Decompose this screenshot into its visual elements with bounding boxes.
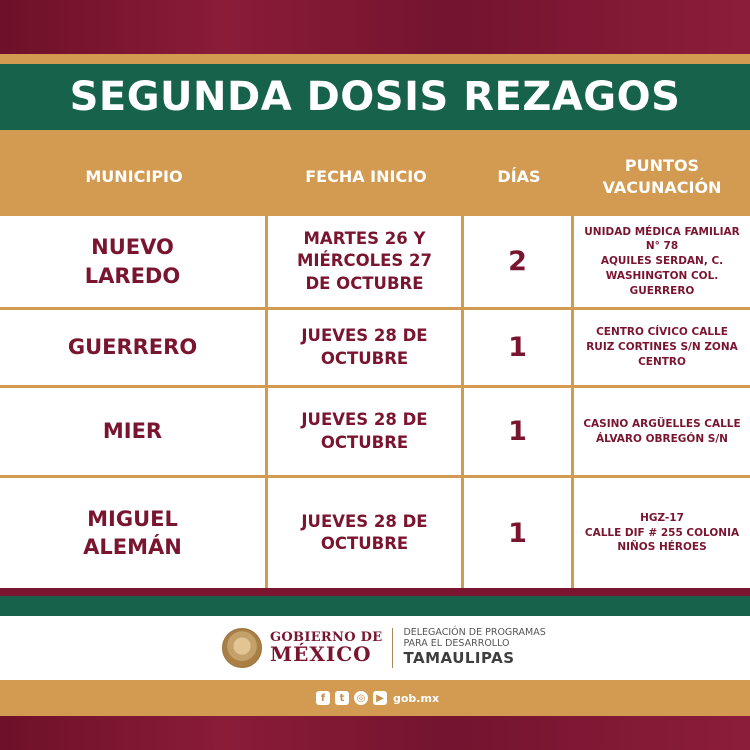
cell-municipio-row-3 xyxy=(0,388,265,475)
puntos-line: AQUILES SERDAN, C. xyxy=(600,255,724,268)
puntos-line: CENTRO CÍVICO CALLE xyxy=(596,326,728,339)
fecha-text xyxy=(301,325,427,370)
municipio-line: NUEVO xyxy=(91,235,174,260)
table-header xyxy=(0,138,750,216)
header-municipio: MUNICIPIO xyxy=(85,167,183,187)
facebook-icon[interactable]: f xyxy=(316,691,330,705)
cell-puntos-row-3 xyxy=(574,388,750,475)
puntos-line: GUERRERO xyxy=(629,284,695,297)
government-logo xyxy=(222,626,546,670)
header-dias: DÍAS xyxy=(497,167,541,187)
municipio-line: MIER xyxy=(102,419,163,444)
green-divider-bottom xyxy=(0,596,750,616)
cell-fecha-row-3 xyxy=(268,388,461,475)
fecha-line: JUEVES 28 DE xyxy=(301,410,428,430)
puntos-text xyxy=(583,417,740,446)
website-link[interactable]: gob.mx xyxy=(393,691,440,705)
municipio-text xyxy=(85,233,180,290)
bottom-background xyxy=(0,716,750,750)
header-puntos-line1: PUNTOS xyxy=(624,156,700,176)
cell-dias-row-3: 1 xyxy=(464,388,571,475)
cell-municipio-row-2 xyxy=(0,310,265,385)
cell-dias-row-2: 1 xyxy=(464,310,571,385)
puntos-text xyxy=(586,325,738,369)
fecha-line: MARTES 26 Y xyxy=(303,229,426,249)
fecha-text xyxy=(301,409,427,454)
delegacion-line2: PARA EL DESARROLLO xyxy=(403,638,510,650)
puntos-line: CASINO ARGÜELLES CALLE xyxy=(583,417,741,430)
fecha-line: OCTUBRE xyxy=(320,348,409,368)
vaccination-table xyxy=(0,216,750,588)
cell-puntos-row-1 xyxy=(574,216,750,307)
cell-dias-row-4: 1 xyxy=(464,478,571,588)
municipio-text xyxy=(68,333,197,361)
top-background xyxy=(0,0,750,56)
municipio-line: MIGUEL xyxy=(87,506,178,531)
puntos-line: NIÑOS HÉROES xyxy=(617,541,707,554)
puntos-text xyxy=(584,225,739,298)
youtube-icon[interactable]: ▶ xyxy=(373,691,387,705)
delegacion-text xyxy=(403,628,545,667)
fecha-line: MIÉRCOLES 27 xyxy=(296,251,433,271)
page-title: SEGUNDA DOSIS REZAGOS xyxy=(69,74,681,120)
gobierno-de-mexico-text xyxy=(270,631,382,666)
puntos-line: CENTRO xyxy=(638,355,686,368)
puntos-line: ÁLVARO OBREGÓN S/N xyxy=(596,432,728,445)
puntos-line: N° 78 xyxy=(645,240,679,253)
cell-fecha-row-4 xyxy=(268,478,461,588)
puntos-text xyxy=(585,511,739,555)
cell-municipio-row-4 xyxy=(0,478,265,588)
gold-divider-title xyxy=(0,130,750,138)
gold-divider-top xyxy=(0,54,750,64)
municipio-text xyxy=(103,417,162,445)
delegacion-line1: DELEGACIÓN DE PROGRAMAS xyxy=(403,627,546,639)
municipio-line: LAREDO xyxy=(84,263,181,288)
social-links xyxy=(316,689,439,707)
fecha-line: JUEVES 28 DE xyxy=(301,511,428,531)
gobierno-line1: GOBIERNO DE xyxy=(270,629,383,645)
cell-dias-row-1: 2 xyxy=(464,216,571,307)
header-puntos-line2: VACUNACIÓN xyxy=(602,178,722,197)
cell-puntos-row-2 xyxy=(574,310,750,385)
cell-puntos-row-4 xyxy=(574,478,750,588)
header-puntos-vacunacion xyxy=(574,138,750,216)
puntos-line: RUIZ CORTINES S/N ZONA xyxy=(586,341,738,354)
puntos-line: WASHINGTON COL. xyxy=(605,269,719,282)
puntos-line: HGZ-17 xyxy=(640,511,684,524)
mexico-seal-icon xyxy=(222,628,262,668)
fecha-text xyxy=(301,511,427,556)
fecha-text xyxy=(297,228,432,295)
municipio-text xyxy=(83,505,182,562)
fecha-line: JUEVES 28 DE xyxy=(301,326,428,346)
fecha-line: DE OCTUBRE xyxy=(305,273,424,293)
municipio-line: GUERRERO xyxy=(67,335,198,360)
gobierno-line2: MÉXICO xyxy=(270,642,372,667)
logo-separator xyxy=(392,628,393,668)
cell-fecha-row-2 xyxy=(268,310,461,385)
header-fecha-inicio: FECHA INICIO xyxy=(305,167,427,187)
cell-municipio-row-1 xyxy=(0,216,265,307)
municipio-line: ALEMÁN xyxy=(83,535,182,559)
puntos-line: UNIDAD MÉDICA FAMILIAR xyxy=(584,225,740,238)
puntos-line: CALLE DIF # 255 COLONIA xyxy=(584,526,740,539)
cell-fecha-row-1 xyxy=(268,216,461,307)
fecha-line: OCTUBRE xyxy=(320,432,409,452)
twitter-icon[interactable]: t xyxy=(335,691,349,705)
instagram-icon[interactable]: ◎ xyxy=(354,691,368,705)
delegacion-line3: TAMAULIPAS xyxy=(403,649,515,668)
fecha-line: OCTUBRE xyxy=(320,534,409,553)
